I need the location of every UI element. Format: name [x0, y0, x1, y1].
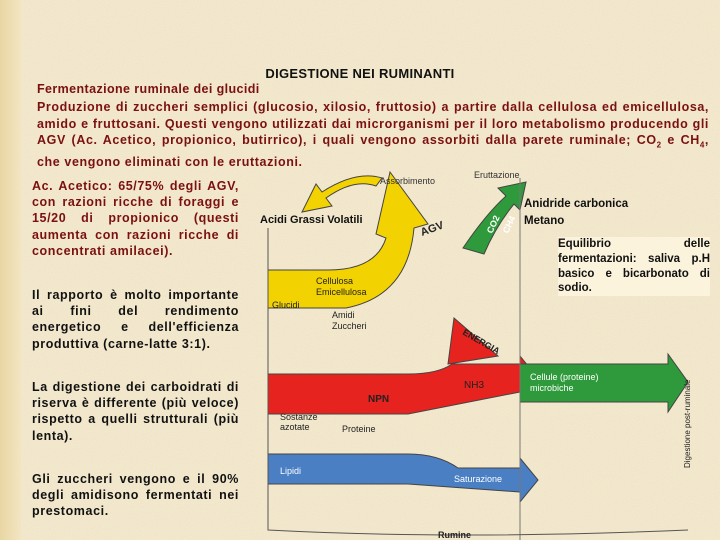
- label-agv: AGV: [418, 219, 446, 239]
- label-amidi: Amidi: [332, 310, 355, 320]
- label-ch4: CH4: [500, 214, 518, 235]
- agv-title: Acidi Grassi Volatili: [260, 214, 363, 226]
- label-emicellulosa: Emicellulosa: [316, 287, 367, 297]
- label-glucidi: Glucidi: [272, 300, 300, 310]
- acetic-acid-paragraph: Ac. Acetico: 65/75% degli AGV, con razioni ricche di foraggi e 15/20 di propionico (questi aumenta con razioni ricche di concentrati amilacei).: [32, 179, 239, 258]
- label-proteine: Proteine: [342, 424, 376, 434]
- label-rumine: Rumine: [438, 530, 472, 540]
- label-co2: CO2: [484, 213, 502, 235]
- label-nh3: NH3: [464, 380, 485, 391]
- gas-co2-label: Anidride carbonica: [524, 198, 629, 210]
- label-assorbimento: Assorbimento: [380, 176, 436, 186]
- gas-methane-label: Metano: [524, 215, 565, 227]
- label-npn: NPN: [368, 394, 390, 405]
- digestion-paragraph: La digestione dei carboidrati di riserva è differente (più veloce) rispetto a quelli strutturali (più lenta).: [32, 380, 239, 443]
- label-lipidi: Lipidi: [280, 466, 302, 476]
- label-azotate: azotate: [280, 422, 310, 432]
- gas-labels: [524, 196, 628, 230]
- label-zuccheri: Zuccheri: [332, 321, 367, 331]
- label-sostanze: Sostanze: [280, 412, 318, 422]
- nitrogen-arrow: [268, 356, 538, 414]
- absorption-arrow: [302, 176, 382, 212]
- left-border-strip: [0, 0, 22, 540]
- label-microbiche: microbiche: [530, 383, 574, 393]
- label-eruttazione: Eruttazione: [474, 170, 520, 180]
- label-digestione-post-ruminale: Digestione post-ruminale: [683, 379, 692, 468]
- page-subtitle: Fermentazione ruminale dei glucidi: [37, 82, 260, 96]
- label-cellulosa: Cellulosa: [316, 276, 354, 286]
- equilibrium-note: Equilibrio delle fermentazioni: saliva p.H basico e bicarbonato di sodio.: [558, 238, 710, 295]
- ratio-paragraph: Il rapporto è molto importante ai fini del rendimento energetico e dell'efficienza produttiva (carne-latte 3:1).: [32, 288, 239, 351]
- label-energia: ENERGIA: [461, 327, 502, 357]
- sugars-paragraph: Gli zuccheri vengono e il 90% degli amidisono fermentati nei prestomaci.: [32, 472, 239, 519]
- label-cellule: Cellule (proteine): [530, 372, 599, 382]
- intro-paragraph: Produzione di zuccheri semplici (glucosio, xilosio, fruttosio) a partire dalla cellulosa ed emicellulosa, amido e fruttosani. Questi vengono utilizzati dai microrganismi per il loro metabolismo producendo gli AGV (Ac. Acetico, propionico, butirrico), i quali vengono assorbiti dalla parete ruminale; $CO_2$ e $CH_4$, che vengono eliminati con le eruttazioni.: [37, 100, 709, 169]
- label-saturazione: Saturazione: [454, 474, 503, 484]
- page-title: DIGESTIONE NEI RUMINANTI: [265, 66, 455, 81]
